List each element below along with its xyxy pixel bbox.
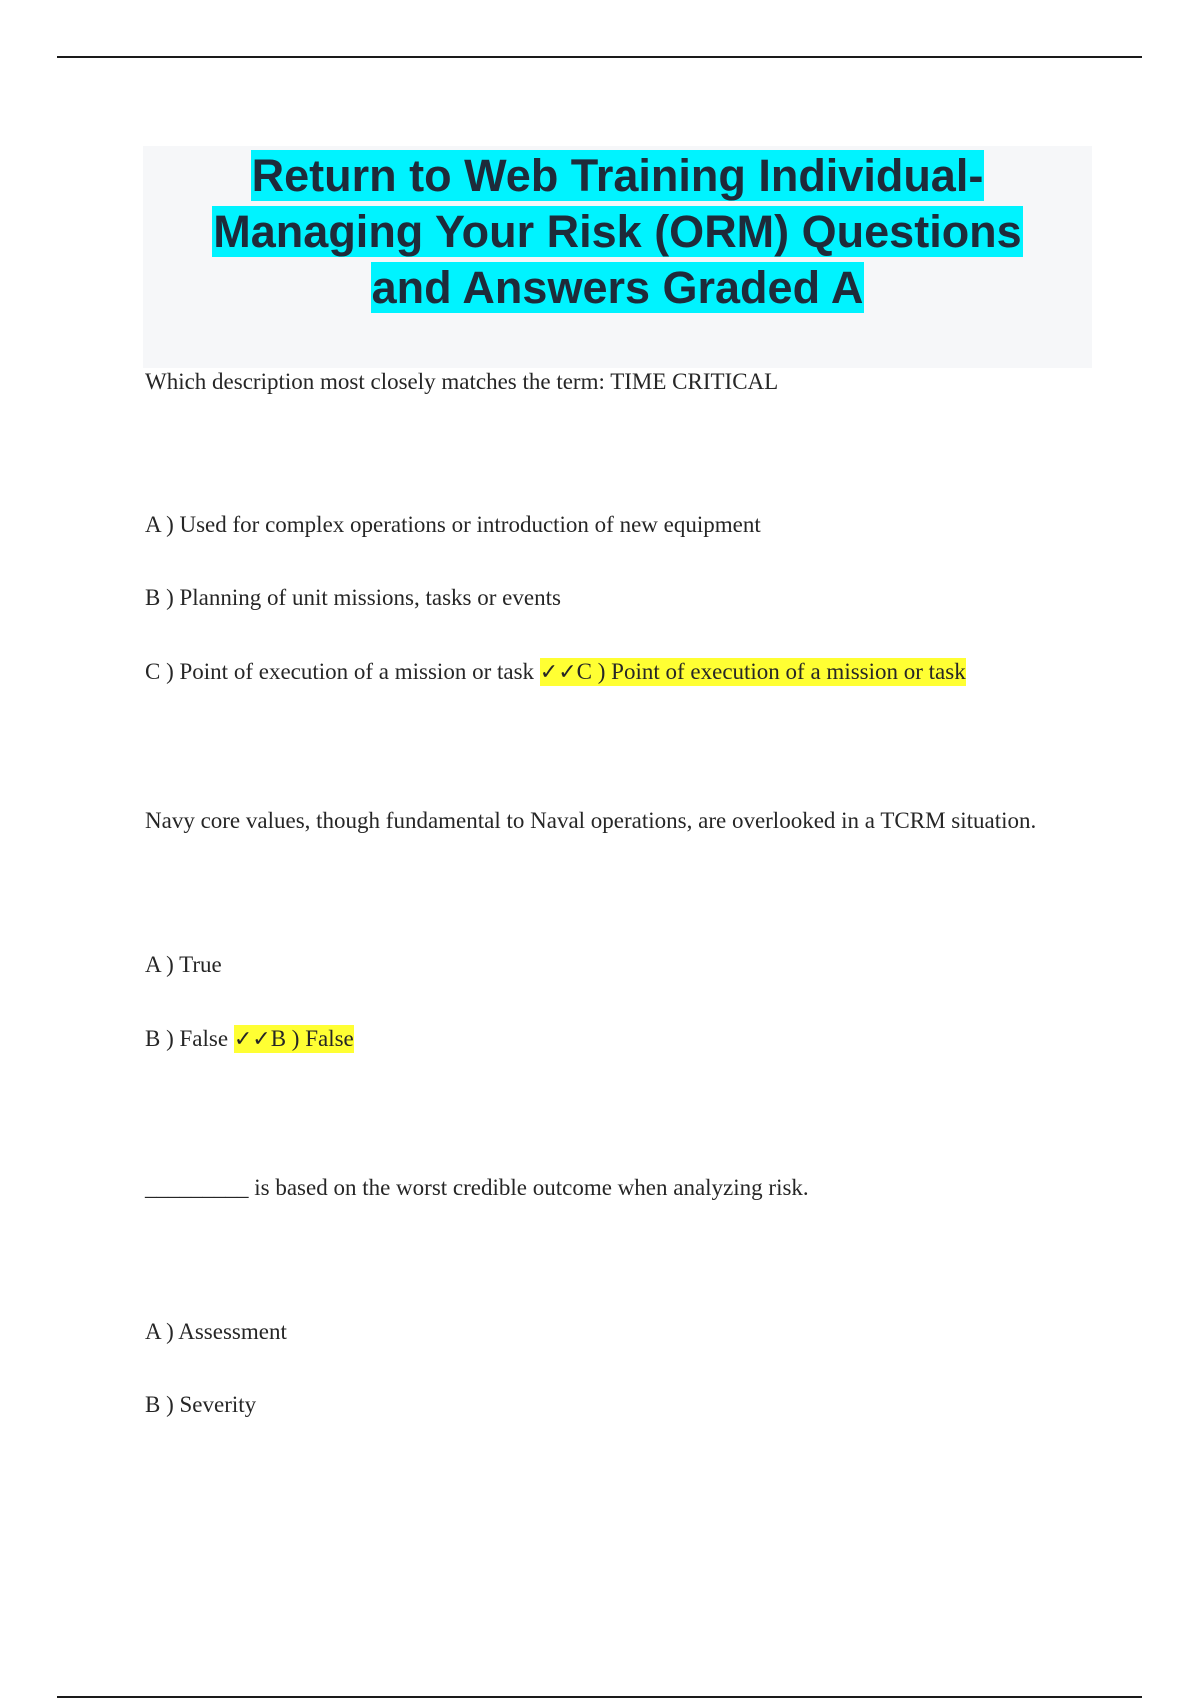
question-2-option-b (145, 1024, 354, 1055)
title-line: and Answers Graded A (371, 262, 864, 313)
title-line: Return to Web Training Individual- (251, 150, 984, 201)
answer-highlight (540, 658, 966, 686)
title-line: Managing Your Risk (ORM) Questions (213, 206, 1022, 257)
question-1-option-a: A ) Used for complex operations or introduction of new equipment (145, 512, 761, 537)
question-1-prompt: Which description most closely matches the term: TIME CRITICAL (145, 369, 779, 394)
answer-text: B ) False (270, 1026, 354, 1051)
option-text: B ) False (145, 1026, 229, 1051)
question-1-option-b: B ) Planning of unit missions, tasks or events (145, 585, 561, 610)
top-rule (57, 56, 1142, 58)
bottom-rule (57, 1696, 1142, 1698)
answer-text: C ) Point of execution of a mission or task (576, 659, 966, 684)
title-block (143, 146, 1092, 368)
double-check-icon: ✓✓ (539, 660, 577, 685)
question-3-option-a: A ) Assessment (145, 1319, 287, 1344)
page-title (143, 146, 1092, 316)
question-3-prompt: _________ is based on the worst credible outcome when analyzing risk. (145, 1175, 809, 1200)
option-text: C ) Point of execution of a mission or task (145, 659, 535, 684)
question-2-option-a: A ) True (145, 952, 222, 977)
double-check-icon: ✓✓ (233, 1027, 271, 1052)
question-2-prompt: Navy core values, though fundamental to Naval operations, are overlooked in a TCRM situation. (145, 808, 1037, 833)
answer-highlight (234, 1025, 354, 1053)
question-1-option-c (145, 657, 966, 688)
question-3-option-b: B ) Severity (145, 1392, 257, 1417)
